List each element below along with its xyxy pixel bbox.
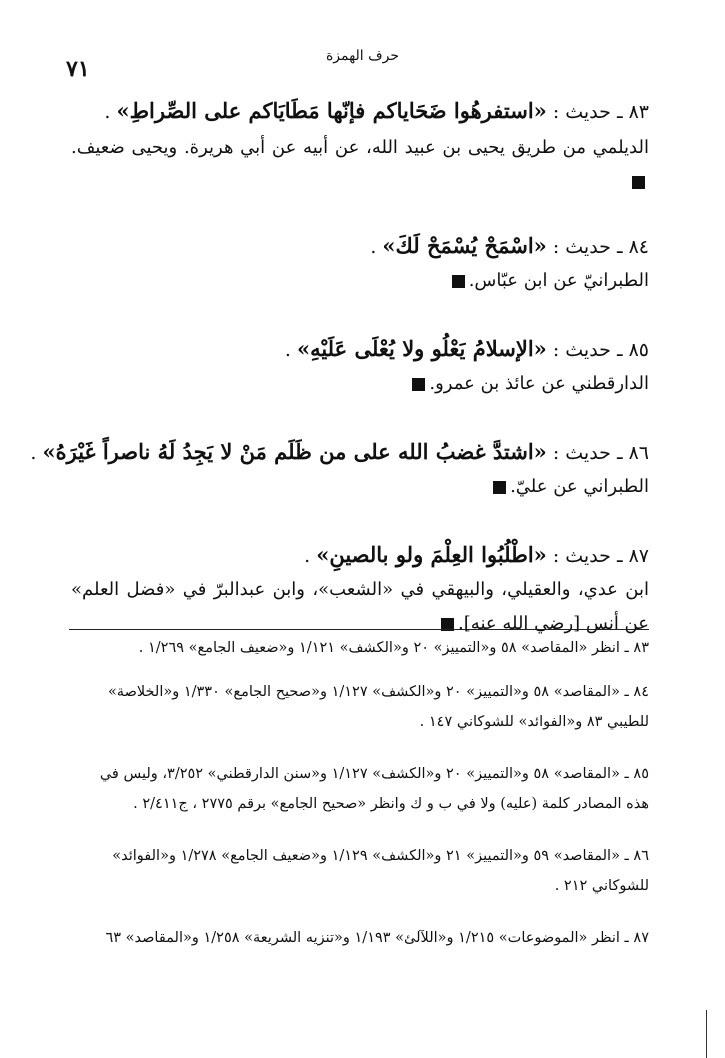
footnote-line: ٨٧ ـ انظر «الموضوعات» ١/٢١٥ و«اللآلئ» ١/١٩٣ و«تنزيه الشريعة» ١/٢٥٨ و«المقاصد» ٦٣ <box>105 930 649 946</box>
hadith-number: ٨٣ ـ حديث : <box>552 101 649 123</box>
page-number: ٧١ <box>66 56 90 82</box>
end-square-icon <box>493 481 506 494</box>
footnote-line: ٨٣ ـ انظر «المقاصد» ٥٨ و«التمييز» ٢٠ و«الكشف» ١/١٢١ و«ضعيف الجامع» ١/٢٦٩ . <box>138 640 649 656</box>
hadith-end: . <box>370 236 377 258</box>
hadith-number: ٨٦ ـ حديث : <box>552 442 649 464</box>
hadith-end: . <box>284 339 291 361</box>
hadith-end: . <box>30 442 37 464</box>
hadith-source <box>71 367 649 401</box>
end-square-icon <box>452 275 465 288</box>
source-text: ابن عدي، والعقيلي، والبيهقي في «الشعب»، وابن عبدالبرّ في «فضل العلم» عن أنس [رضي الله عنه]. <box>71 579 649 634</box>
hadith-list <box>30 96 649 641</box>
hadith-entry-84 <box>71 199 649 298</box>
hadith-text: «استفرهُوا ضَحَاياكم فإنّها مَطَايَاكم على الصِّراطِ» <box>116 98 547 123</box>
footnote-86 <box>69 841 649 901</box>
source-text: الدارقطني عن عائذ بن عمرو. <box>429 373 649 394</box>
hadith-text: «اشتدَّ غضبُ الله على من ظَلَم مَنْ لا يَجِدُ لَهُ ناصراً غَيْرَهُ» <box>42 439 547 464</box>
source-text: الطبرانيّ عن ابن عبّاس. <box>468 270 649 291</box>
end-square-icon <box>412 378 425 391</box>
hadith-entry-87 <box>71 504 649 641</box>
end-square-icon <box>632 176 645 189</box>
footnote-line: ٨٦ ـ «المقاصد» ٥٩ و«التمييز» ٢١ و«الكشف» ١/١٢٩ و«ضعيف الجامع» ١/٢٧٨ و«الفوائد» <box>112 848 649 864</box>
hadith-source <box>71 470 649 504</box>
hadith-text: «اسْمَحْ يُسْمَحْ لَكَ» <box>382 233 547 258</box>
hadith-number: ٨٧ ـ حديث : <box>552 545 649 567</box>
hadith-line <box>30 437 649 468</box>
hadith-entry-83 <box>71 96 649 199</box>
hadith-line <box>71 96 649 127</box>
scan-edge-line <box>706 1010 707 1058</box>
footnote-85 <box>69 759 649 819</box>
hadith-entry-85 <box>71 298 649 401</box>
hadith-text: «الإسلامُ يَعْلُو ولا يُعْلَى عَلَيْهِ» <box>296 336 547 361</box>
footnote-87 <box>69 923 649 953</box>
hadith-text: «اطْلُبُوا العِلْمَ ولو بالصينِ» <box>316 542 547 567</box>
footnote-divider <box>69 629 649 630</box>
footnote-line: هذه المصادر كلمة (عليه) ولا في ب و ك وانظر «صحيح الجامع» برقم ٢٧٧٥ ، ج٢/٤١١ . <box>133 796 649 812</box>
footnote-line: للطيبي ٨٣ و«الفوائد» للشوكاني ١٤٧ . <box>419 714 649 730</box>
hadith-source <box>71 573 649 641</box>
footnote-84 <box>69 677 649 737</box>
footnotes <box>69 633 649 953</box>
source-text: الديلمي من طريق يحيى بن عبيد الله، عن أبيه عن أبي هريرة. ويحيى ضعيف. <box>71 137 649 158</box>
hadith-entry-86 <box>30 401 649 504</box>
running-header: حرف الهمزة <box>325 48 400 64</box>
footnote-line: ٨٤ ـ «المقاصد» ٥٨ و«التمييز» ٢٠ و«الكشف» ١/١٢٧ و«صحيح الجامع» ١/٣٣٠ و«الخلاصة» <box>107 684 649 700</box>
hadith-source <box>71 264 649 298</box>
hadith-number: ٨٥ ـ حديث : <box>552 339 649 361</box>
hadith-end: . <box>104 101 111 123</box>
source-text: الطبراني عن عليّ. <box>510 476 649 497</box>
hadith-source <box>71 131 649 199</box>
hadith-line <box>71 231 649 262</box>
hadith-line <box>71 334 649 365</box>
hadith-number: ٨٤ ـ حديث : <box>552 236 649 258</box>
footnote-83 <box>69 633 649 663</box>
hadith-line <box>71 540 649 571</box>
footnote-line: ٨٥ ـ «المقاصد» ٥٨ و«التمييز» ٢٠ و«الكشف» ١/١٢٧ و«سنن الدارقطني» ٣/٢٥٢، وليس في <box>99 766 649 782</box>
hadith-end: . <box>304 545 311 567</box>
footnote-line: للشوكاني ٢١٢ . <box>554 878 649 894</box>
